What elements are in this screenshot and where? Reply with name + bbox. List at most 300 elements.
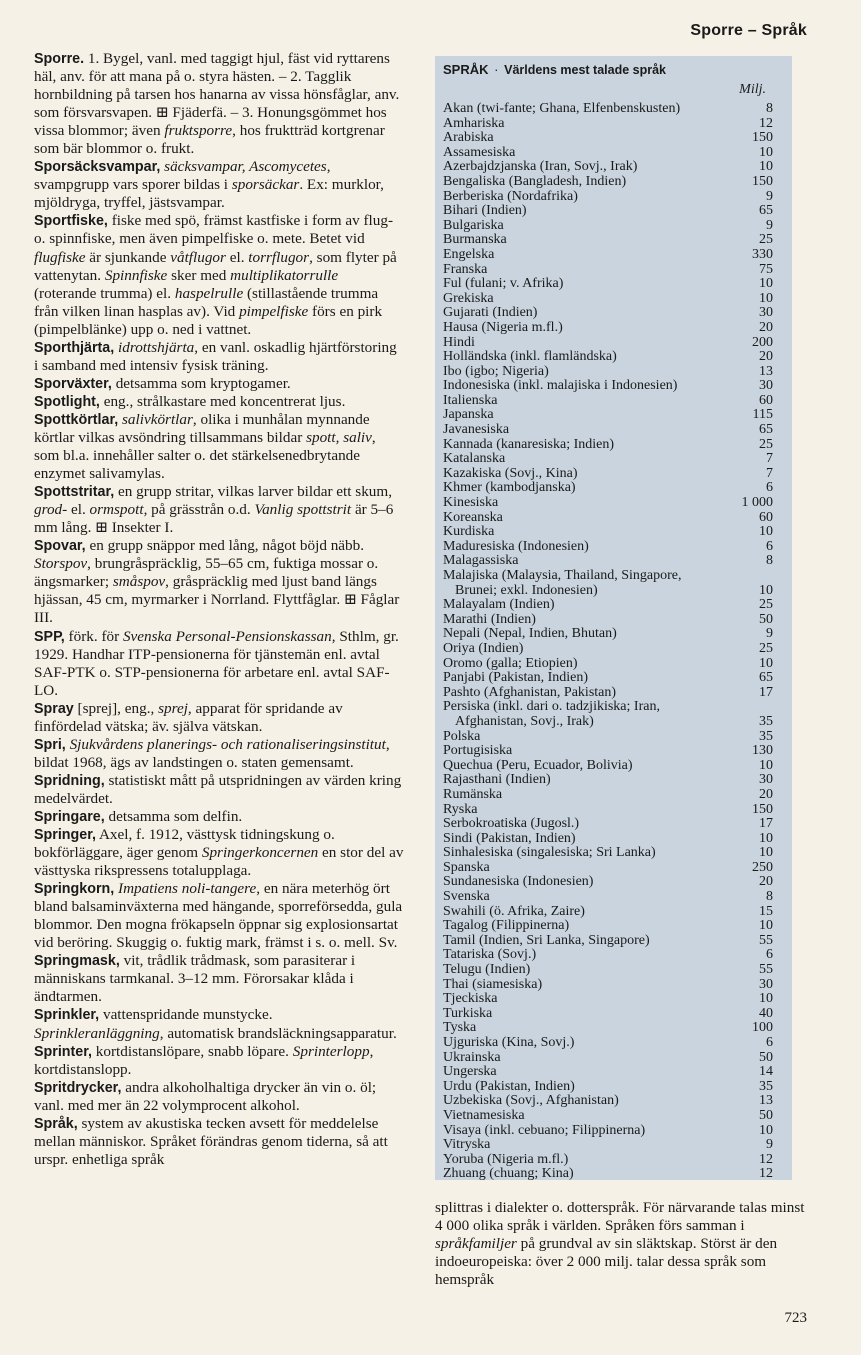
speakers-millions: 1 000 bbox=[741, 495, 773, 511]
entry-text: statistiskt mått på utspridningen av värden kring medelvärdet. bbox=[34, 771, 402, 807]
language-name: Tamil (Indien, Sri Lanka, Singapore) bbox=[443, 932, 650, 948]
continued-text-segment: splittras i dialekter o. dotterspråk. För närvarande talas minst 4 000 olika språk i världen. Språken förs samman i bbox=[435, 1199, 805, 1235]
entry-text: Storspov bbox=[34, 555, 88, 573]
entry-text: (stillastående trumma från vilken linan hasplas av). Vid bbox=[34, 284, 379, 320]
entry-text: Axel, f. 1912, västtysk tidningskung o. bokförläggare, äger genom bbox=[34, 826, 335, 862]
language-row bbox=[443, 657, 773, 672]
left-column bbox=[34, 50, 404, 1169]
entry-text: Impatiens noli-tangere bbox=[118, 880, 257, 898]
language-row bbox=[443, 671, 773, 686]
entry-text: vattenspridande munstycke. bbox=[99, 1006, 273, 1024]
language-name-cell bbox=[443, 365, 733, 380]
language-row bbox=[443, 160, 773, 175]
language-name-cell bbox=[443, 773, 733, 788]
language-name-cell bbox=[443, 438, 733, 453]
language-name: Hindi bbox=[443, 334, 475, 350]
language-name-cell bbox=[443, 598, 733, 613]
speakers-millions: 25 bbox=[759, 597, 773, 613]
language-name-cell bbox=[443, 992, 733, 1007]
speakers-millions: 12 bbox=[759, 115, 773, 131]
language-row bbox=[443, 263, 773, 278]
language-name-cell bbox=[443, 657, 733, 672]
speakers-millions: 30 bbox=[759, 976, 773, 992]
language-row bbox=[443, 846, 773, 861]
speakers-millions: 25 bbox=[759, 232, 773, 248]
language-name-cell bbox=[443, 102, 733, 117]
entry-text: Vanlig spottstrit bbox=[254, 501, 352, 519]
language-row bbox=[443, 861, 773, 876]
language-name-cell bbox=[443, 131, 733, 146]
language-name: Italienska bbox=[443, 392, 498, 408]
entry bbox=[34, 339, 404, 375]
language-row bbox=[443, 248, 773, 263]
entry bbox=[34, 212, 404, 338]
language-name-cell bbox=[443, 408, 733, 423]
language-row bbox=[443, 934, 773, 949]
speakers-millions: 30 bbox=[759, 378, 773, 394]
language-name-cell bbox=[443, 730, 733, 745]
entry-text: idrottshjärta bbox=[118, 338, 195, 356]
speakers-millions: 10 bbox=[759, 290, 773, 306]
unit-header: Milj. bbox=[739, 82, 766, 97]
language-name: Kurdiska bbox=[443, 524, 495, 540]
speakers-millions: 13 bbox=[759, 1093, 773, 1109]
headword: Spray bbox=[34, 700, 74, 717]
language-name: Bulgariska bbox=[443, 217, 504, 233]
speakers-millions: 20 bbox=[759, 319, 773, 335]
language-name-cell bbox=[443, 1021, 733, 1036]
speakers-millions: 75 bbox=[759, 261, 773, 277]
speakers-millions: 35 bbox=[759, 713, 773, 729]
language-name: Engelska bbox=[443, 246, 495, 262]
language-name-cell bbox=[443, 642, 733, 657]
language-name-cell bbox=[443, 525, 733, 540]
language-name: Quechua (Peru, Ecuador, Bolivia) bbox=[443, 757, 633, 773]
language-name-cell bbox=[443, 846, 733, 861]
language-name-cell bbox=[443, 336, 733, 351]
language-row bbox=[443, 803, 773, 818]
entry-text: , en nära meterhög ört bland balsaminväxterna med hängande, sporreförsedda, gula blommor. Den mogna frökapseln öppnar sig explosionsartat vid beröring. Skuggig o. fuktig mark, främst i s. o. mell. Sv. bbox=[34, 880, 403, 952]
language-name-cell bbox=[443, 1153, 733, 1168]
speakers-millions: 35 bbox=[759, 1078, 773, 1094]
language-name: Urdu (Pakistan, Indien) bbox=[443, 1078, 575, 1094]
box-title bbox=[443, 62, 666, 77]
language-name: Rajasthani (Indien) bbox=[443, 772, 551, 788]
language-name-cell bbox=[443, 803, 733, 818]
entry bbox=[34, 537, 404, 627]
language-row bbox=[443, 365, 773, 380]
language-name: Arabiska bbox=[443, 130, 494, 146]
language-name: Khmer (kambodjanska) bbox=[443, 480, 576, 496]
language-name: Holländska (inkl. flamländska) bbox=[443, 349, 617, 365]
language-row bbox=[443, 350, 773, 365]
language-name-cell bbox=[443, 379, 733, 394]
language-name-cell bbox=[443, 627, 733, 642]
language-name-cell bbox=[443, 511, 733, 526]
speakers-millions: 17 bbox=[759, 816, 773, 832]
language-row bbox=[443, 379, 773, 394]
language-name-cell bbox=[443, 554, 733, 569]
entry-text: , olika i munhålan mynnande körtlar vilkas avsöndring tillsammans bildar bbox=[34, 410, 370, 446]
language-row bbox=[443, 525, 773, 540]
language-row bbox=[443, 321, 773, 336]
language-name: Gujarati (Indien) bbox=[443, 305, 538, 321]
language-row bbox=[443, 190, 773, 205]
speakers-millions: 330 bbox=[752, 246, 773, 262]
speakers-millions: 10 bbox=[759, 276, 773, 292]
language-name: Bihari (Indien) bbox=[443, 203, 527, 219]
language-row bbox=[443, 1138, 773, 1153]
language-name: Serbokroatiska (Jugosl.) bbox=[443, 816, 580, 832]
language-name-cell bbox=[443, 861, 733, 876]
speakers-millions: 40 bbox=[759, 1005, 773, 1021]
language-row bbox=[443, 759, 773, 774]
headword: Sportfiske, bbox=[34, 213, 108, 230]
speakers-millions: 55 bbox=[759, 962, 773, 978]
entry-text: sprej bbox=[158, 699, 188, 717]
entry-text: Sprinkleranläggning bbox=[34, 1024, 160, 1042]
language-row bbox=[443, 277, 773, 292]
language-name: Sinhalesiska (singalesiska; Sri Lanka) bbox=[443, 845, 656, 861]
language-row bbox=[443, 102, 773, 117]
entry-text: fiske med spö, främst kastfiske i form av flug- o. spinnfiske, men även pimpelfiske o. mete. Betet vid bbox=[34, 212, 394, 248]
entry-text: eng., strålkastare med koncentrerat ljus. bbox=[99, 392, 346, 410]
language-name: Ungerska bbox=[443, 1064, 497, 1080]
language-name-cell bbox=[443, 175, 733, 190]
speakers-millions: 10 bbox=[759, 757, 773, 773]
speakers-millions: 25 bbox=[759, 436, 773, 452]
language-row bbox=[443, 642, 773, 657]
headword: Spridning, bbox=[34, 772, 105, 789]
language-name: Nepali (Nepal, Indien, Bhutan) bbox=[443, 626, 617, 642]
entry-text: haspelrulle bbox=[174, 284, 244, 302]
box-title-separator: · bbox=[494, 62, 499, 77]
speakers-millions: 6 bbox=[766, 480, 773, 496]
language-row bbox=[443, 423, 773, 438]
entry-text: , hos fruktträd kortgrenar som bär blommor o. frukt. bbox=[34, 122, 385, 158]
language-name: Katalanska bbox=[443, 451, 506, 467]
entry-text: Sjukvårdens planerings- och rationaliseringsinstitut bbox=[69, 735, 386, 753]
entry-text: ormspott bbox=[89, 501, 144, 519]
language-name: Ful (fulani; v. Afrika) bbox=[443, 276, 564, 292]
speakers-millions: 25 bbox=[759, 640, 773, 656]
language-name: Tatariska (Sovj.) bbox=[443, 947, 537, 963]
continued-text bbox=[435, 1199, 807, 1289]
language-row bbox=[443, 948, 773, 963]
entry-text: , brungråspräcklig, 55–65 cm, fuktiga mossar o. ängsmarker; bbox=[34, 555, 379, 591]
speakers-millions: 10 bbox=[759, 845, 773, 861]
entry-text: detsamma som delfin. bbox=[104, 807, 243, 825]
language-row bbox=[443, 788, 773, 803]
speakers-millions: 7 bbox=[766, 465, 773, 481]
language-name: Vitryska bbox=[443, 1137, 491, 1153]
language-row bbox=[443, 394, 773, 409]
speakers-millions: 10 bbox=[759, 991, 773, 1007]
language-name: Javanesiska bbox=[443, 422, 510, 438]
language-name-cell bbox=[443, 978, 733, 993]
entry bbox=[34, 50, 404, 158]
language-name: Ukrainska bbox=[443, 1049, 501, 1065]
entry-text: . Ex: murklor, mjöldryga, tryffel, jästsvampar. bbox=[34, 176, 384, 212]
language-row bbox=[443, 1124, 773, 1139]
language-row bbox=[443, 336, 773, 351]
languages-box bbox=[435, 56, 792, 1180]
entry-text: , som flyter på vattenytan. bbox=[34, 248, 397, 284]
headword: Spritdrycker, bbox=[34, 1079, 122, 1096]
language-name-cell bbox=[443, 117, 733, 132]
language-name: Vietnamesiska bbox=[443, 1107, 525, 1123]
speakers-millions: 200 bbox=[752, 334, 773, 350]
headword: Springer, bbox=[34, 827, 96, 844]
language-name: Swahili (ö. Afrika, Zaire) bbox=[443, 903, 585, 919]
language-row bbox=[443, 1094, 773, 1109]
speakers-millions: 7 bbox=[766, 451, 773, 467]
language-name: Tagalog (Filippinerna) bbox=[443, 918, 570, 934]
speakers-millions: 115 bbox=[752, 407, 773, 423]
language-name: Franska bbox=[443, 261, 488, 277]
language-list bbox=[443, 102, 773, 1182]
entry-text: Spinnfiske bbox=[104, 266, 168, 284]
speakers-millions: 250 bbox=[752, 859, 773, 875]
language-row bbox=[443, 569, 773, 598]
entry-text: flugfiske bbox=[34, 248, 86, 266]
language-row bbox=[443, 832, 773, 847]
headword: Sprinter, bbox=[34, 1043, 92, 1060]
language-name-cell bbox=[443, 1109, 733, 1124]
speakers-millions: 9 bbox=[766, 626, 773, 642]
language-row bbox=[443, 686, 773, 701]
headword: Sprinkler, bbox=[34, 1007, 100, 1024]
entry bbox=[34, 700, 404, 736]
language-name-cell bbox=[443, 248, 733, 263]
speakers-millions: 50 bbox=[759, 1049, 773, 1065]
speakers-millions: 65 bbox=[759, 670, 773, 686]
entry bbox=[34, 772, 404, 808]
speakers-millions: 20 bbox=[759, 786, 773, 802]
language-row bbox=[443, 905, 773, 920]
language-name: Thai (siamesiska) bbox=[443, 976, 543, 992]
entry bbox=[34, 826, 404, 880]
speakers-millions: 150 bbox=[752, 173, 773, 189]
language-name-cell bbox=[443, 204, 733, 219]
headword: Spotlight, bbox=[34, 393, 100, 410]
page-number: 723 bbox=[784, 1310, 807, 1326]
entry-text: förk. för bbox=[64, 627, 123, 645]
language-row bbox=[443, 306, 773, 321]
language-row bbox=[443, 1153, 773, 1168]
language-name-cell bbox=[443, 832, 733, 847]
language-row bbox=[443, 978, 773, 993]
language-name-cell bbox=[443, 948, 733, 963]
headword: Springkorn, bbox=[34, 881, 115, 898]
language-name: Telugu (Indien) bbox=[443, 962, 531, 978]
entry bbox=[34, 808, 404, 826]
speakers-millions: 50 bbox=[759, 611, 773, 627]
language-name: Sindi (Pakistan, Indien) bbox=[443, 830, 576, 846]
language-name-cell bbox=[443, 146, 733, 161]
headword: Spri, bbox=[34, 736, 66, 753]
language-name-cell bbox=[443, 481, 733, 496]
box-title-label: SPRÅK bbox=[443, 62, 489, 77]
language-row bbox=[443, 438, 773, 453]
entry-text: grod- bbox=[34, 501, 68, 519]
speakers-millions: 12 bbox=[759, 1166, 773, 1182]
entry bbox=[34, 628, 404, 700]
speakers-millions: 8 bbox=[766, 889, 773, 905]
language-name-cell bbox=[443, 292, 733, 307]
language-name: Marathi (Indien) bbox=[443, 611, 536, 627]
language-name-cell bbox=[443, 817, 733, 832]
speakers-millions: 60 bbox=[759, 509, 773, 525]
language-name-cell bbox=[443, 788, 733, 803]
language-row bbox=[443, 131, 773, 146]
language-name-cell bbox=[443, 686, 733, 701]
entry-text: , bildat 1968, ägs av landstingen o. staten gemensamt. bbox=[34, 735, 390, 771]
language-name: Spanska bbox=[443, 859, 490, 875]
language-name: Oromo (galla; Etiopien) bbox=[443, 655, 578, 671]
language-name: Kazakiska (Sovj., Kina) bbox=[443, 465, 578, 481]
language-name: Turkiska bbox=[443, 1005, 493, 1021]
language-name-cell bbox=[443, 1138, 733, 1153]
language-name: Koreanska bbox=[443, 509, 503, 525]
entry-text: småspov bbox=[112, 573, 166, 591]
entry-text: 1. Bygel, vanl. med taggigt hjul, fäst vid ryttarens häl, anv. för att mana på o. styra hästen. – 2. Tagglik hornbildning på tarsen hos hanarna av vissa hönsfåglar, anv. som försvarsvapen. ⊞ Fjäderfä. – 3. Honungsgömmet hos vissa blommor; även bbox=[34, 50, 400, 140]
language-name: Rumänska bbox=[443, 786, 503, 802]
language-name-cell bbox=[443, 1065, 733, 1080]
language-name: Kinesiska bbox=[443, 495, 499, 511]
speakers-millions: 20 bbox=[759, 874, 773, 890]
language-name-cell bbox=[443, 700, 733, 729]
entry-text: [sprej], eng., bbox=[73, 699, 159, 717]
language-name: Burmanska bbox=[443, 232, 507, 248]
speakers-millions: 15 bbox=[759, 903, 773, 919]
language-name-continued: Brunei; exkl. Indonesien) bbox=[455, 582, 598, 598]
language-name: Ibo (igbo; Nigeria) bbox=[443, 363, 549, 379]
language-row bbox=[443, 1065, 773, 1080]
language-name-cell bbox=[443, 759, 733, 774]
speakers-millions: 10 bbox=[759, 582, 773, 598]
speakers-millions: 13 bbox=[759, 363, 773, 379]
language-name: Persiska (inkl. dari o. tadzjikiska; Iran, bbox=[443, 699, 660, 715]
entry-text: kortdistanslöpare, snabb löpare. bbox=[92, 1042, 293, 1060]
language-row bbox=[443, 481, 773, 496]
entry-text: system av akustiska tecken avsett för meddelelse mellan människor. Språket förändras genom tiderna, så att urspr. enhetliga språk bbox=[34, 1114, 388, 1168]
entry-text: Sprinterlopp bbox=[292, 1042, 370, 1060]
language-name-cell bbox=[443, 1080, 733, 1095]
language-row bbox=[443, 292, 773, 307]
language-name-cell bbox=[443, 1124, 733, 1139]
entry-text: Svenska Personal-Pensionskassan bbox=[122, 627, 332, 645]
language-name-cell bbox=[443, 306, 733, 321]
headword: Spottstritar, bbox=[34, 484, 115, 501]
box-subtitle: Världens mest talade språk bbox=[504, 63, 666, 77]
language-name-cell bbox=[443, 890, 733, 905]
language-name: Zhuang (chuang; Kina) bbox=[443, 1166, 574, 1182]
entry bbox=[34, 483, 404, 537]
language-name-cell bbox=[443, 963, 733, 978]
language-name-cell bbox=[443, 540, 733, 555]
entry-text: , apparat för spridande av finfördelad vätska; äv. själva vätskan. bbox=[34, 699, 343, 735]
language-name-cell bbox=[443, 1007, 733, 1022]
language-row bbox=[443, 452, 773, 467]
speakers-millions: 60 bbox=[759, 392, 773, 408]
language-name: Malagassiska bbox=[443, 553, 519, 569]
entry bbox=[34, 1079, 404, 1115]
language-row bbox=[443, 613, 773, 628]
language-name-cell bbox=[443, 613, 733, 628]
entry-text: en grupp snäppor med lång, något böjd näbb. bbox=[85, 537, 365, 555]
language-row bbox=[443, 1036, 773, 1051]
language-name-cell bbox=[443, 219, 733, 234]
speakers-millions: 8 bbox=[766, 553, 773, 569]
language-name-cell bbox=[443, 919, 733, 934]
entry-text: , som bl.a. innehåller salter o. det stärkelsenedbrytande enzymet salivamylas. bbox=[34, 428, 376, 483]
entry-text: , gråspräcklig med ljust band längs hjässan, 45 cm, myrmarker i Norrland. Flyttfåglar. ⊞ Fåglar III. bbox=[34, 573, 400, 627]
language-row bbox=[443, 117, 773, 132]
language-row bbox=[443, 1051, 773, 1066]
entry-text: (roterande trumma) el. bbox=[34, 284, 175, 302]
language-name: Bengaliska (Bangladesh, Indien) bbox=[443, 173, 627, 189]
entry-text: är sjunkande bbox=[85, 248, 171, 266]
speakers-millions: 55 bbox=[759, 932, 773, 948]
entry bbox=[34, 1115, 404, 1169]
entry-text: , en vanl. oskadlig hjärtförstoring i samband med intensiv fysisk träning. bbox=[34, 338, 397, 374]
entry-text: fruktsporre bbox=[164, 122, 233, 140]
language-name-cell bbox=[443, 190, 733, 205]
speakers-millions: 65 bbox=[759, 203, 773, 219]
language-row bbox=[443, 598, 773, 613]
language-row bbox=[443, 1021, 773, 1036]
language-name-cell bbox=[443, 394, 733, 409]
language-name: Tjeckiska bbox=[443, 991, 498, 1007]
speakers-millions: 10 bbox=[759, 1122, 773, 1138]
language-name-cell bbox=[443, 321, 733, 336]
speakers-millions: 17 bbox=[759, 684, 773, 700]
entry-text: Springerkoncernen bbox=[201, 844, 319, 862]
speakers-millions: 9 bbox=[766, 1137, 773, 1153]
entry-text: , svampgrupp vars sporer bildas i bbox=[34, 158, 331, 194]
entry-text: el. bbox=[225, 248, 249, 266]
speakers-millions: 8 bbox=[766, 101, 773, 116]
entry-text: en stor del av västtyska rikspressens totalupplaga. bbox=[34, 844, 404, 880]
headword: Spottkörtlar, bbox=[34, 411, 119, 428]
entry-text: , kortdistanslopp. bbox=[34, 1042, 374, 1078]
language-name: Hausa (Nigeria m.fl.) bbox=[443, 319, 563, 335]
language-row bbox=[443, 773, 773, 788]
language-name-cell bbox=[443, 671, 733, 686]
language-name: Assamesiska bbox=[443, 144, 516, 160]
entry-text: multiplikatorrulle bbox=[230, 266, 339, 284]
speakers-millions: 9 bbox=[766, 217, 773, 233]
language-row bbox=[443, 233, 773, 248]
speakers-millions: 130 bbox=[752, 743, 773, 759]
language-row bbox=[443, 1109, 773, 1124]
speakers-millions: 65 bbox=[759, 422, 773, 438]
entry-text: el. bbox=[67, 501, 90, 519]
language-name: Berberiska (Nordafrika) bbox=[443, 188, 578, 204]
language-name-cell bbox=[443, 1167, 733, 1182]
language-row bbox=[443, 204, 773, 219]
language-row bbox=[443, 875, 773, 890]
entry-text: andra alkoholhaltiga drycker än vin o. öl; vanl. med mer än 22 volymprocent alkohol. bbox=[34, 1078, 377, 1114]
speakers-millions: 10 bbox=[759, 524, 773, 540]
speakers-millions: 150 bbox=[752, 130, 773, 146]
language-row bbox=[443, 817, 773, 832]
language-name: Svenska bbox=[443, 889, 490, 905]
language-row bbox=[443, 730, 773, 745]
speakers-millions: 12 bbox=[759, 1151, 773, 1167]
entry-text: sker med bbox=[167, 266, 231, 284]
